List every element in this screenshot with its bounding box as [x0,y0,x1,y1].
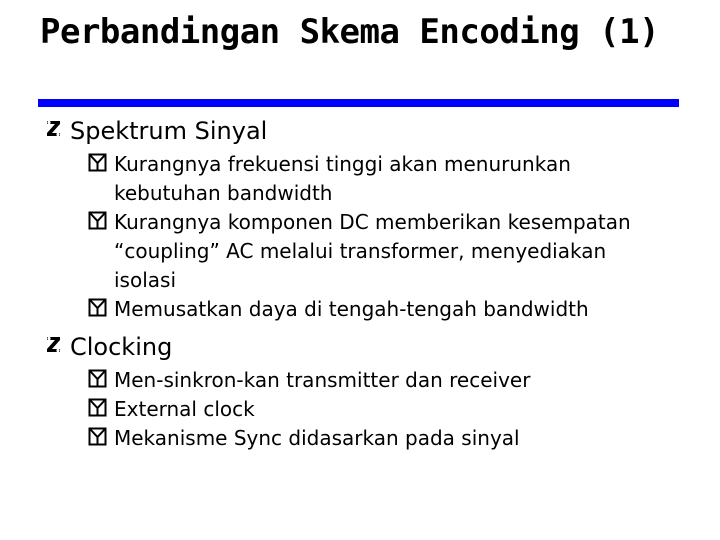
list-item [88,208,684,295]
y-bullet-icon [88,424,114,446]
section-heading-text: Clocking [70,333,173,361]
list-item [88,395,684,424]
section-heading [44,332,684,362]
list-item [88,366,684,395]
section-items [88,366,684,453]
y-bullet-icon [88,295,114,317]
section-items [88,150,684,324]
list-item-text: Mekanisme Sync didasarkan pada sinyal [114,426,520,450]
list-item [88,295,684,324]
list-item [88,150,684,208]
section-heading [44,116,684,146]
y-bullet-icon [88,208,114,230]
list-item-text: Men-sinkron-kan transmitter dan receiver [114,368,531,392]
z-bullet-icon [44,116,70,140]
title-underline [38,99,679,107]
list-item-text: Memusatkan daya di tengah-tengah bandwidth [114,297,589,321]
list-item-text: Kurangnya frekuensi tinggi akan menurunkan kebutuhan bandwidth [114,152,571,205]
list-item [88,424,684,453]
list-item-text: External clock [114,397,255,421]
z-bullet-icon [44,332,70,356]
slide-content [44,112,684,461]
y-bullet-icon [88,150,114,172]
section-heading-text: Spektrum Sinyal [70,117,268,145]
slide-title: Perbandingan Skema Encoding (1) [40,12,660,52]
y-bullet-icon [88,366,114,388]
y-bullet-icon [88,395,114,417]
list-item-text: Kurangnya komponen DC memberikan kesempatan “coupling” AC melalui transformer, menyediakan isolasi [114,210,631,292]
